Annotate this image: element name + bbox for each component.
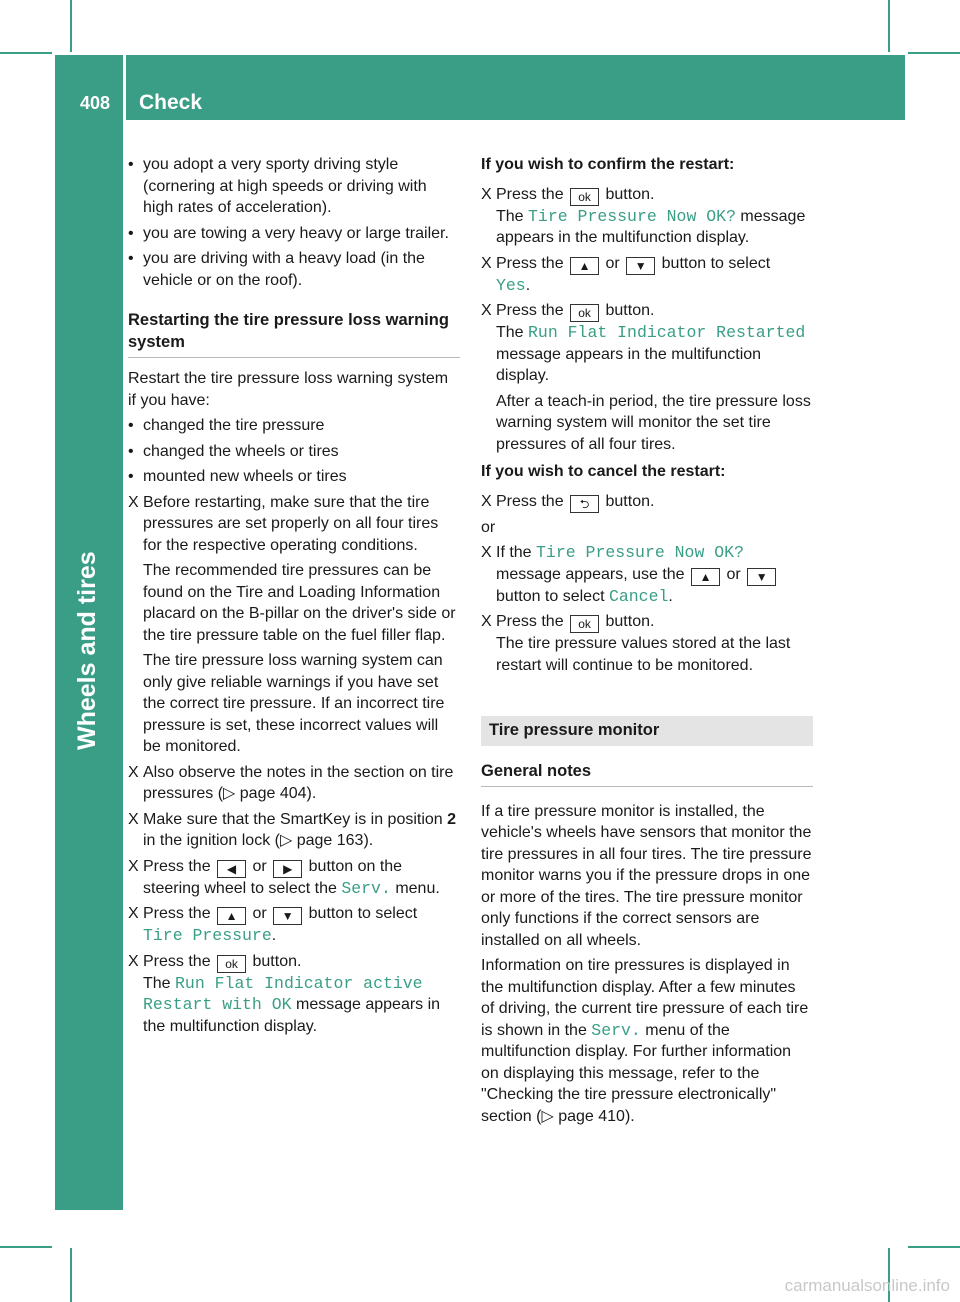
header-separator bbox=[123, 55, 126, 120]
section-heading: General notes bbox=[481, 760, 813, 787]
list-item: • changed the tire pressure bbox=[128, 417, 325, 434]
step: X Press the ok button. The Run Flat Indicator Restarted message appears in the multifunction display. bbox=[481, 302, 806, 384]
section-banner: Tire pressure monitor bbox=[481, 716, 813, 746]
step: X Press the ⮌ button. bbox=[481, 492, 655, 511]
list-item: • you are driving with a heavy load (in the vehicle or on the roof). bbox=[128, 250, 425, 289]
step: X Make sure that the SmartKey is in position 2 in the ignition lock (▷ page 163). bbox=[128, 810, 457, 849]
left-column bbox=[128, 154, 460, 1041]
step: X Before restarting, make sure that the tire pressures are set properly on all four tires for the respective operating conditions. bbox=[128, 493, 439, 554]
page-number: 408 bbox=[80, 93, 111, 113]
list-item: • you adopt a very sporty driving style (cornering at high speeds or driving with high rates of acceleration). bbox=[128, 156, 427, 216]
ok-key-icon: ok bbox=[570, 615, 599, 633]
crop-mark bbox=[908, 52, 960, 54]
right-arrow-key-icon: ▶ bbox=[273, 860, 302, 878]
step: X Press the ok button. The Tire Pressure Now OK? message appears in the multifunction display. bbox=[481, 185, 806, 246]
ok-key-icon: ok bbox=[570, 304, 599, 322]
crop-mark bbox=[70, 0, 72, 52]
step: X Also observe the notes in the section on tire pressures (▷ page 404). bbox=[128, 763, 454, 802]
step: X Press the ok button. The Run Flat Indicator active Restart with OK message appears in the multifunction display. bbox=[128, 952, 441, 1035]
sidebar-label: Wheels and tires bbox=[73, 551, 101, 750]
back-key-icon: ⮌ bbox=[570, 495, 599, 513]
step-note: The tire pressure loss warning system can only give reliable warnings if you have set the correct tire pressure. If an incorrect tire pressure is set, these incorrect values will be monitored. bbox=[143, 652, 445, 755]
up-arrow-key-icon: ▲ bbox=[570, 257, 599, 275]
step: X If the Tire Pressure Now OK? message appears, use the ▲ or ▼ button to select Cancel. bbox=[481, 542, 813, 607]
crop-mark bbox=[888, 0, 890, 52]
body-text: If a tire pressure monitor is installed, the vehicle's wheels have sensors that monitor the tire pressures in all four tires. The tire pressure monitor warns you if the pressure drops in one or more of the tires. The tire pressure monitor only functions if the correct sensors are installed on all wheels. bbox=[481, 802, 812, 949]
right-column bbox=[481, 154, 813, 1131]
crop-mark bbox=[70, 1248, 72, 1302]
body-text: Information on tire pressures is displayed in the multifunction display. After a few minutes of driving, the current tire pressure of each tire is shown in the Serv. menu of the multifunction display. For further information on displaying this message, refer to the "Checking the tire pressure electronically" section (▷ page 410). bbox=[481, 957, 809, 1125]
subheading: If you wish to cancel the restart: bbox=[481, 463, 726, 480]
or-text: or bbox=[481, 518, 496, 536]
intro-text: Restart the tire pressure loss warning system if you have: bbox=[128, 370, 449, 409]
step: X Press the ◀ or ▶ button on the steering wheel to select the Serv. menu. bbox=[128, 857, 440, 898]
list-item: • mounted new wheels or tires bbox=[128, 468, 347, 485]
step-note: After a teach-in period, the tire pressure loss warning system will monitor the set tire pressures of all four tires. bbox=[496, 392, 811, 453]
down-arrow-key-icon: ▼ bbox=[626, 257, 655, 275]
left-arrow-key-icon: ◀ bbox=[217, 860, 246, 878]
watermark: carmanualsonline.info bbox=[784, 1276, 950, 1295]
up-arrow-key-icon: ▲ bbox=[217, 907, 246, 925]
subheading: If you wish to confirm the restart: bbox=[481, 156, 735, 173]
down-arrow-key-icon: ▼ bbox=[747, 568, 776, 586]
list-item: • you are towing a very heavy or large trailer. bbox=[128, 224, 449, 242]
step: X Press the ok button. The tire pressure values stored at the last restart will continue to be monitored. bbox=[481, 613, 791, 674]
ok-key-icon: ok bbox=[217, 955, 246, 973]
step: X Press the ▲ or ▼ button to select Tire Pressure. bbox=[128, 905, 418, 945]
step: X Press the ▲ or ▼ button to select Yes. bbox=[481, 254, 771, 295]
ok-key-icon: ok bbox=[570, 188, 599, 206]
crop-mark bbox=[0, 52, 52, 54]
section-heading: Restarting the tire pressure loss warning system bbox=[128, 309, 460, 358]
down-arrow-key-icon: ▼ bbox=[273, 907, 302, 925]
list-item: • changed the wheels or tires bbox=[128, 442, 339, 460]
step-note: The recommended tire pressures can be found on the Tire and Loading Information placard on the B-pillar on the driver's side or the tire pressure table on the fuel filler flap. bbox=[143, 562, 456, 644]
section-title: Check bbox=[139, 91, 203, 114]
crop-mark bbox=[0, 1246, 52, 1248]
up-arrow-key-icon: ▲ bbox=[691, 568, 720, 586]
crop-mark bbox=[908, 1246, 960, 1248]
